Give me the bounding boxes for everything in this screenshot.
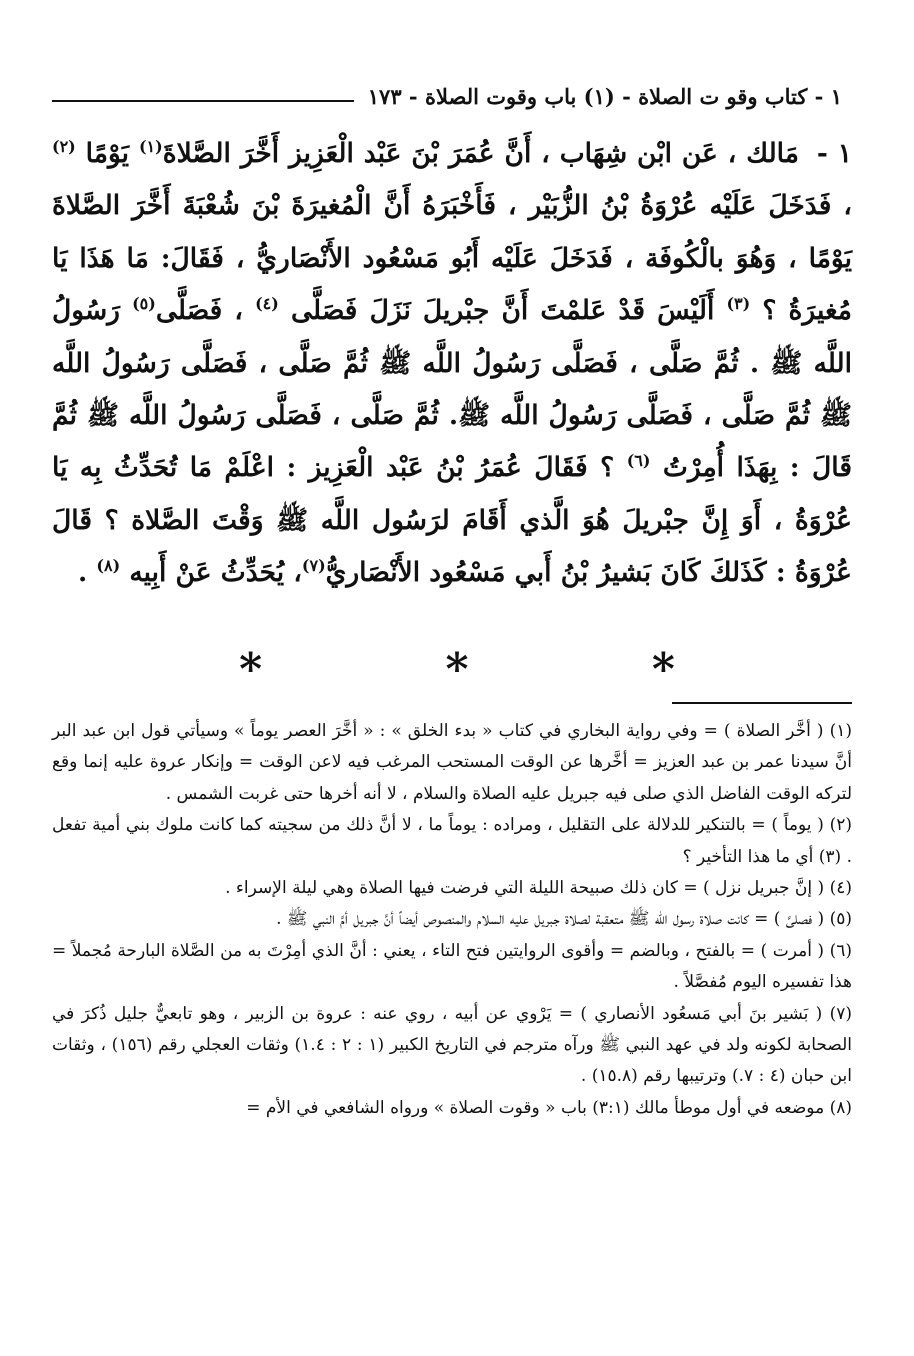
footnote-ref-2: (٢) (52, 137, 76, 157)
hadith-number: ١ - (816, 138, 852, 169)
hadith-text-5: ، فَصَلَّى (155, 295, 243, 327)
footnote-4: (٤) ( إنَّ جبريل نزل ) = كان ذلك صبيحة الليلة التي فرضت فيها الصلاة وهي ليلة الإسراء . (225, 878, 852, 899)
footnote-ref-8: (٨) (96, 556, 121, 576)
footnote-7: (٧) ( بَشير بنَ أبي مَسعُود الأنصاري ) = يَرْوي عن أبيه ، روي عنه : عروة بن الزبير ، وهو تابعيٌّ جليل ذُكرَ في الصحابة لكونه ولد في عهد النبي ﷺ ورآه مترجم في التاريخ الكبير (١ : ٢ : ١.٤) وثقات العجلي رقم (١٥٦) ، وثقات ابن حبان (٤ : ٧.) وترتيبها رقم (١٥.٨) . (52, 1003, 852, 1087)
hadith-text-2: يَوْمًا (85, 138, 130, 169)
page-header (52, 76, 842, 116)
section-divider-stars: * * * (239, 644, 759, 695)
hadith-text-6: رَسُولُ اللَّه ﷺ . ثُمَّ صَلَّى ، فَصَلَّى رَسُولُ اللَّه ﷺ ثُمَّ صَلَّى ، فَصَلَّى رَسُولُ اللَّه ﷺ ثُمَّ صَلَّى ، فَصَلَّى رَسُولُ اللَّه ﷺ. ثُمَّ صَلَّى ، فَصَلَّى رَسُولُ اللَّه ﷺ ثُمَّ قَالَ : بِهَذَا أُمِرْتُ (52, 295, 852, 484)
footnote-5: (٥) ( فصلىَّ ) = كانت صلاة رسول الله ﷺ متعقبة لصلاة جبريل عليه السلام والمنصوص أيضاً أنَّ جبريل أمَّ النبي ﷺ . (276, 909, 852, 930)
hadith-text-3: ، فَدَخَلَ عَلَيْه عُرْوَةُ بْنُ الزُّبَيْر ، فَأَخْبَرَهُ أَنَّ الْمُغيرَةَ بْنَ شُعْبَةَ أَخَّرَ الصَّلاةَ يَوْمًا ، وَهُوَ بالْكُوفَة ، فَدَخَلَ عَلَيْه أَبُو مَسْعُود الأَنْصَاريُّ ، فَقَالَ: مَا هَذَا يَا مُغيرَةُ ؟ (52, 190, 852, 327)
hadith-text-8: ، يُحَدِّثُ عَنْ أَبِيه (129, 557, 302, 589)
footnote-2-3: (٢) ( يوماً ) = بالتنكير للدلالة على التقليل ، ومراده : يوماً ما ، لا أنَّ ذلك من سجيته كما كانت ملوك بني أمية تفعل . (٣) أي ما هذا التأخير ؟ (52, 815, 852, 867)
footnote-8: (٨) موضعه في أول موطأ مالك (٣:١) باب « وقوت الصلاة » ورواه الشافعي في الأم = (246, 1097, 852, 1118)
footnote-ref-4: (٤) (255, 294, 279, 314)
footnote-separator (672, 702, 852, 704)
hadith-text-9: . (77, 557, 88, 589)
running-title: ١ - كتاب وقو ت الصلاة - (١) باب وقوت الصلاة - ١٧٣ (367, 83, 842, 109)
footnotes (52, 716, 852, 1124)
footnote-ref-1: (١) (138, 137, 163, 157)
hadith-text-4: أَلَيْسَ قَدْ عَلمْتَ أَنَّ جبْريلَ نَزَلَ فَصَلَّى (290, 295, 715, 327)
footnote-ref-6: (٦) (626, 451, 651, 471)
footnote-ref-3: (٣) (726, 294, 751, 314)
footnote-1: (١) ( أخَّر الصلاة ) = وفي رواية البخاري في كتاب « بدء الخلق » : « أخَّرَ العصر يوماً » وسيأتي قول ابن عبد البر أنَّ سيدنا عمر بن عبد العزيز = أخَّرها عن الوقت المستحب المرغب فيه لاعن الوقت = وإنكار عروة عليه إنما وقع لتركه الوقت الفاضل الذي صلى فيه جبريل عليه الصلاة والسلام ، لا أنه أخرها حتى غربت الشمس . (52, 721, 852, 804)
hadith-paragraph (52, 128, 852, 600)
footnote-ref-7: (٧) (301, 556, 326, 576)
main-text (52, 128, 852, 600)
footnote-6: (٦) ( أمرت ) = بالفتح ، وبالضم = وأقوى الروايتين فتح التاء ، يعني : أنَّ الذي أمِرْتَ به من الصَّلاة البارحة مُجملاً = هذا تفسيره اليوم مُفصَّلاً . (52, 940, 852, 993)
hadith-text-1: مَالك ، عَن ابْن شِهَاب ، أَنَّ عُمَرَ بْنَ عَبْد الْعَزِيز أَخَّرَ الصَّلاةَ (162, 138, 799, 169)
footnote-ref-5: (٥) (132, 294, 156, 314)
header-rule (52, 100, 354, 102)
hadith-text-7: ؟ فَقَالَ عُمَرُ بْنُ عَبْد الْعَزِيز : اعْلَمْ مَا تُحَدِّثُ بِه يَا عُرْوَةُ ، أَوَ إِنَّ جبْريلَ هُوَ الَّذي أَقَامَ لرَسُول اللَّه ﷺ وَقْتَ الصَّلاة ؟ قَالَ عُرْوَةُ : كَذَلكَ كَانَ بَشيرُ بْنُ أَبي مَسْعُود الأَنْصَاريُّ (52, 452, 852, 589)
